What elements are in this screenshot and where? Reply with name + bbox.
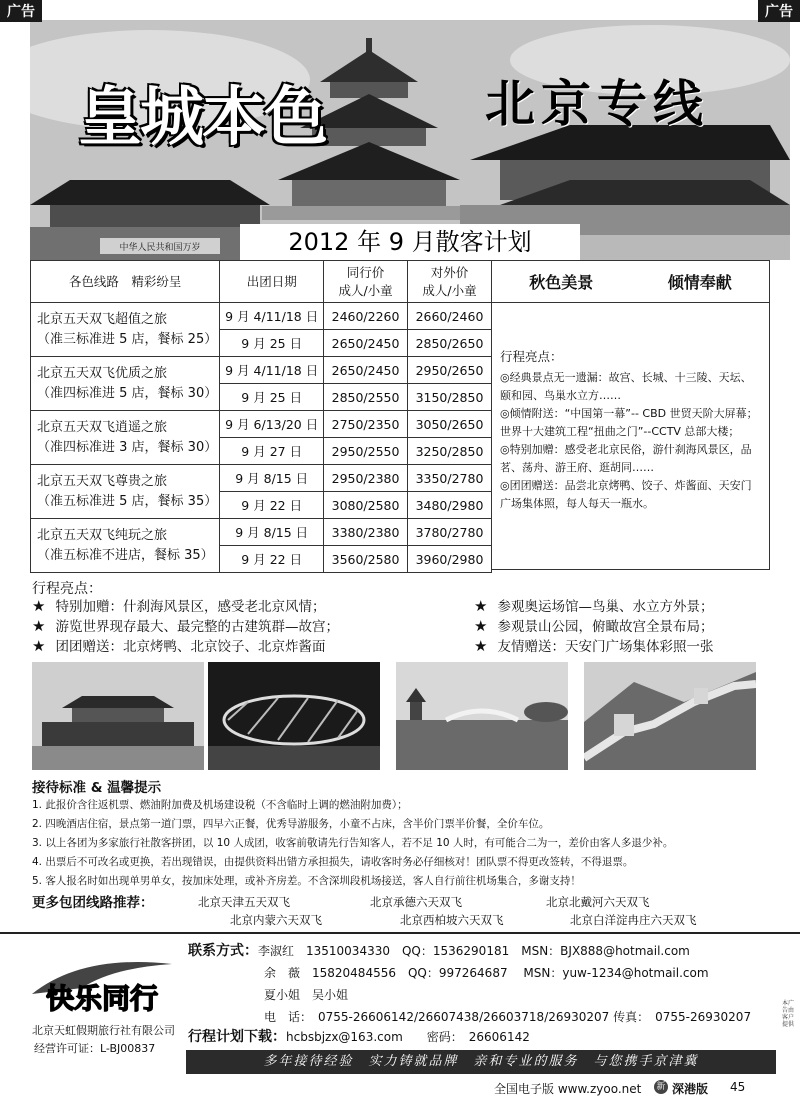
plan-title: 2012 年 9 月散客计划 [240,224,580,260]
note-item: 1. 此报价含往返机票、燃油附加费及机场建设税（不含临时上调的燃油附加费）； [32,799,408,811]
retail-price: 2950/2650 [408,357,492,384]
highlight-left-3: ★ 团团赠送：北京烤鸭、北京饺子、北京炸酱面 [32,637,326,655]
departure-date: 9 月 22 日 [220,492,324,519]
more-route: 北京西柏坡六天双飞 [400,913,504,927]
logo-bird-icon [22,948,182,1018]
trade-price: 2460/2260 [324,303,408,330]
vertical-note: 本广告由客户提供 [782,1000,795,1028]
notes-title: 接待标准 & 温馨提示 [32,780,162,796]
company-info [32,1022,175,1058]
trade-price: 2950/2550 [324,438,408,465]
photo-birds-nest [208,662,380,770]
note-item: 2. 四晚酒店住宿，景点第一道门票，四早六正餐，优秀导游服务，小童不占床，含半价门票半价餐，全价车位。 [32,818,550,830]
departure-date: 9 月 25 日 [220,384,324,411]
note-item: 4. 出票后不可改名或更换，若出现错误，由提供资料出错方承担损失，请收客时务必仔细核对！团队票不得更改签转，不得退票。 [32,856,634,868]
highlight-left-2: ★ 游览世界现存最大、最完整的古建筑群—故宫； [32,617,339,635]
panel-item: ◎经典景点无一遗漏：故宫、长城、十三陵、天坛、颐和园、鸟巢水立方…… [500,371,752,402]
retail-price: 3780/2780 [408,519,492,546]
more-route: 北京承德六天双飞 [370,895,462,909]
note-item: 5. 客人报名时如出现单男单女，按加床处理，或补齐房差。不含深圳段机场接送，客人自行前往机场集合，多谢支持！ [32,875,581,887]
download-label: 行程计划下载： [188,1029,286,1045]
photo-great-wall [584,662,756,770]
route-name-cell [31,303,220,357]
highlights-title: 行程亮点： [32,581,102,597]
panel-slogan-left: 秋色美景 [529,273,594,292]
route-name-cell [31,519,220,573]
departure-date: 9 月 25 日 [220,330,324,357]
download-line: 行程计划下载：hcbsbjzx@163.com 密码： 26606142 [188,1029,530,1045]
route-note: （准四标准进 5 店，餐标 30） [37,385,218,401]
table-header-row [31,261,492,303]
route-note: （准五标准不进店，餐标 35） [37,547,214,563]
line-title: 北京专线 [485,74,709,133]
ad-label-right: 广告 [758,0,800,22]
departure-date: 9 月 22 日 [220,546,324,573]
trade-price: 2950/2380 [324,465,408,492]
trade-price: 2650/2450 [324,330,408,357]
retail-price: 3150/2850 [408,384,492,411]
panel-title: 行程亮点： [500,349,563,364]
header-trade-price: 同行价 成人/小童 [324,261,408,303]
section-divider [0,932,800,934]
note-item: 3. 以上各团为多家旅行社散客拼团，以 10 人成团，收客前敬请先行告知客人，若不足 10 人时，有可能合二为一，差价由客人多退少补。 [32,837,674,849]
departure-date: 9 月 8/15 日 [220,519,324,546]
table-row [31,357,492,384]
table-row [31,303,492,330]
route-note: （准三标准进 5 店，餐标 25） [37,331,218,347]
route-name: 北京五天双飞纯玩之旅 [37,527,168,543]
route-note: （准四标准进 3 店，餐标 30） [37,439,218,455]
more-route: 北京内蒙六天双飞 [230,913,322,927]
trade-price: 2650/2450 [324,357,408,384]
price-table-body [31,303,492,573]
highlight-right-3: ★ 友情赠送：天安门广场集体彩照一张 [474,637,714,655]
trade-price: 3380/2380 [324,519,408,546]
header-retail-price: 对外价 成人/小童 [408,261,492,303]
photo-summer-palace [396,662,568,770]
departure-date: 9 月 27 日 [220,438,324,465]
table-row [31,465,492,492]
route-name-cell [31,465,220,519]
more-route: 北京白洋淀冉庄六天双飞 [570,913,697,927]
retail-price: 3250/2850 [408,438,492,465]
panel-item: ◎特别加赠：感受老北京民俗，游什刹海风景区，品茗、荡舟、游王府、逛胡同…… [500,443,752,474]
contact-line-1: 联系方式：李淑红 13510034330 QQ：1536290181 MSN：BJX888@hotmail.com [188,943,690,959]
trade-price: 2850/2550 [324,384,408,411]
retail-price: 2660/2460 [408,303,492,330]
highlight-left-1: ★ 特别加赠：什刹海风景区，感受老北京风情； [32,597,326,615]
company-name: 北京天虹假期旅行社有限公司 [32,1024,175,1037]
departure-date: 9 月 8/15 日 [220,465,324,492]
table-row [31,411,492,438]
more-routes-label: 更多包团线路推荐： [32,895,154,911]
gate-sign: 中华人民共和国万岁 [119,243,201,253]
retail-price: 3960/2980 [408,546,492,573]
route-name-cell [31,357,220,411]
star-icon: ★ [32,637,46,655]
retail-price: 3350/2780 [408,465,492,492]
footer-site: 全国电子版 www.zyoo.net [494,1082,642,1096]
company-logo [22,948,182,1018]
contact-line-3: 夏小姐 吴小姐 [264,988,349,1002]
highlight-panel [492,260,770,570]
highlight-right-2: ★ 参观景山公园，俯瞰故宫全景布局； [474,617,714,635]
route-name: 北京五天双飞逍遥之旅 [37,419,168,435]
star-icon: ★ [474,597,488,615]
highlight-panel-header [492,261,769,303]
route-name: 北京五天双飞优质之旅 [37,365,168,381]
panel-item: ◎团团赠送：品尝北京烤鸭、饺子、炸酱面、天安门广场集体照，每人每天一瓶水。 [500,479,752,510]
route-name: 北京五天双飞尊贵之旅 [37,473,168,489]
contact-line-2: 余 薇 15820484556 QQ：997264687 MSN：yuw-1234@hotmail.com [264,966,709,980]
logo-text: 快乐同行 [45,982,159,1015]
footer-badge-icon: 新 [654,1080,668,1094]
license-number: 经营许可证：L-BJ00837 [34,1042,156,1055]
retail-price: 3050/2650 [408,411,492,438]
star-icon: ★ [32,617,46,635]
star-icon: ★ [474,637,488,655]
ad-label-left: 广告 [0,0,42,22]
route-name: 北京五天双飞超值之旅 [37,311,168,327]
departure-date: 9 月 4/11/18 日 [220,357,324,384]
route-name-cell [31,411,220,465]
more-route: 北京北戴河六天双飞 [546,895,650,909]
header-date: 出团日期 [220,261,324,303]
panel-slogan-right: 倾情奉献 [667,273,732,292]
retail-price: 2850/2650 [408,330,492,357]
page-number: 45 [730,1080,746,1094]
trade-price: 3080/2580 [324,492,408,519]
departure-date: 9 月 4/11/18 日 [220,303,324,330]
star-icon: ★ [32,597,46,615]
star-icon: ★ [474,617,488,635]
retail-price: 3480/2980 [408,492,492,519]
slogan-bar: 多年接待经验 实力铸就品牌 亲和专业的服务 与您携手京津冀 [186,1050,776,1074]
price-table [30,260,492,573]
route-note: （准五标准进 5 店，餐标 35） [37,493,218,509]
table-row [31,519,492,546]
more-route: 北京天津五天双飞 [198,895,290,909]
brand-title: 皇城本色 [78,80,326,155]
photo-tiananmen [32,662,204,770]
contact-phone: 电 话： 0755-26606142/26607438/26603718/26930207 传真： 0755-26930207 [264,1010,752,1024]
contact-label: 联系方式： [188,943,258,959]
trade-price: 3560/2580 [324,546,408,573]
header-route: 各色线路 精彩纷呈 [31,261,220,303]
departure-date: 9 月 6/13/20 日 [220,411,324,438]
highlight-right-1: ★ 参观奥运场馆—鸟巢、水立方外景； [474,597,714,615]
panel-item: ◎倾情附送：“中国第一幕”-- CBD 世贸天阶大屏幕；世界十大建筑工程“扭曲之门”--CCTV 总部大楼； [500,407,758,438]
trade-price: 2750/2350 [324,411,408,438]
footer-edition: 深港版 [672,1082,709,1096]
